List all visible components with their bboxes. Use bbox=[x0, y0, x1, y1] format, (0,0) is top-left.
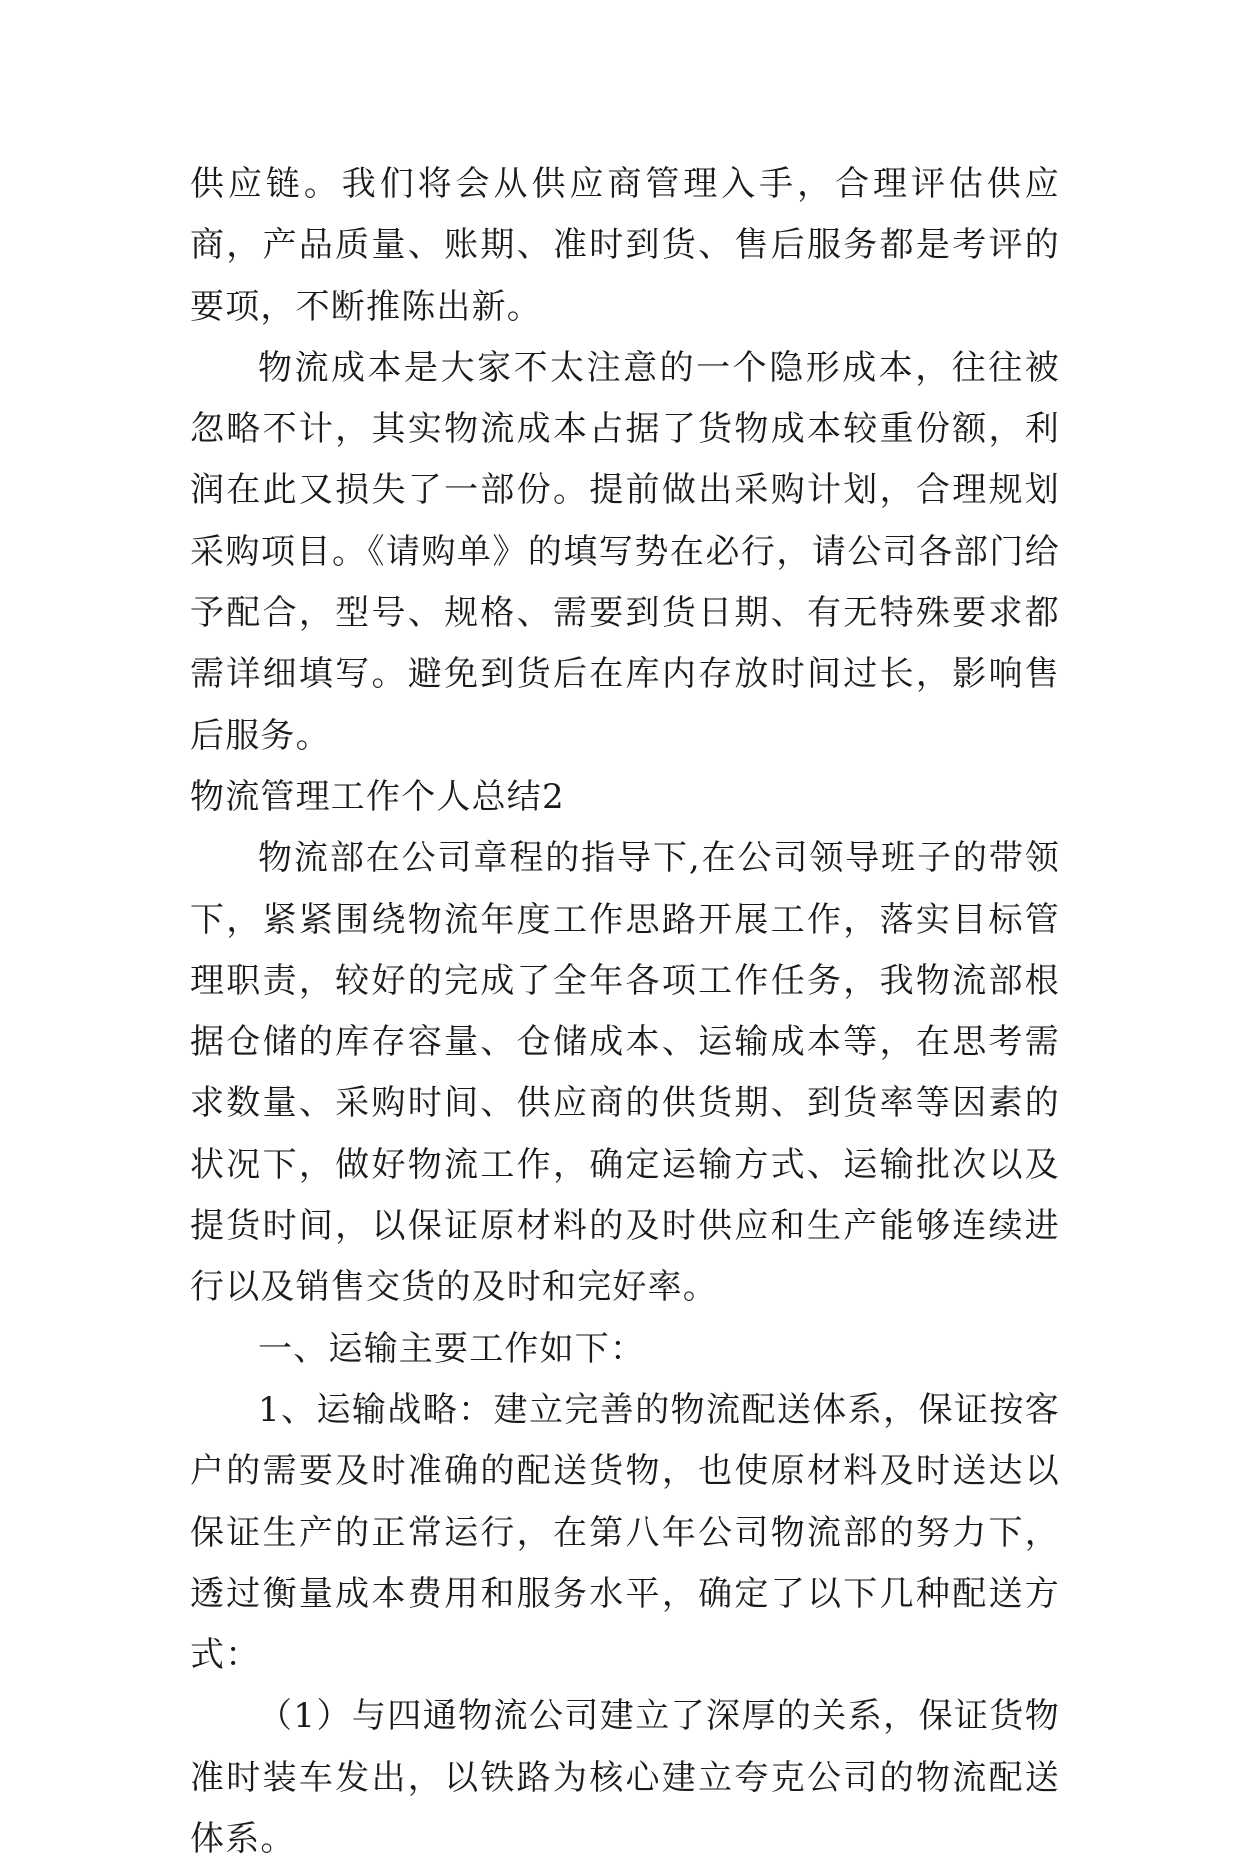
paragraph-supply-chain: 供应链。我们将会从供应商管理入手，合理评估供应商，产品质量、账期、准时到货、售后服务都是考评的要项，不断推陈出新。 bbox=[190, 164, 1060, 327]
paragraph-transport-heading: 一、运输主要工作如下： bbox=[258, 1328, 646, 1369]
paragraph-transport-strategy: 1、运输战略：建立完善的物流配送体系，保证按客户的需要及时准确的配送货物，也使原材料及时送达以保证生产的正常运行，在第八年公司物流部的努力下，透过衡量成本费用和服务水平，确定了以下几种配送方式： bbox=[190, 1389, 1060, 1676]
paragraph-logistics-cost: 物流成本是大家不太注意的一个隐形成本，往往被忽略不计，其实物流成本占据了货物成本较重份额，利润在此又损失了一部份。提前做出采购计划，合理规划采购项目。《请购单》的填写势在必行，请公司各部门给予配合，型号、规格、需要到货日期、有无特殊要求都需详细填写。避免到货后在库内存放时间过长，影响售后服务。 bbox=[190, 347, 1060, 756]
paragraph-sitong-logistics: （1）与四通物流公司建立了深厚的关系，保证货物准时装车发出，以铁路为核心建立夸克公司的物流配送体系。 bbox=[190, 1696, 1060, 1860]
document-body bbox=[190, 154, 1060, 1870]
section-heading: 物流管理工作个人总结2 bbox=[190, 776, 565, 817]
paragraph-logistics-department: 物流部在公司章程的指导下,在公司领导班子的带领下，紧紧围绕物流年度工作思路开展工作，落实目标管理职责，较好的完成了全年各项工作任务，我物流部根据仓储的库存容量、仓储成本、运输成本等，在思考需求数量、采购时间、供应商的供货期、到货率等因素的状况下，做好物流工作，确定运输方式、运输批次以及提货时间，以保证原材料的及时供应和生产能够连续进行以及销售交货的及时和完好率。 bbox=[190, 838, 1060, 1308]
